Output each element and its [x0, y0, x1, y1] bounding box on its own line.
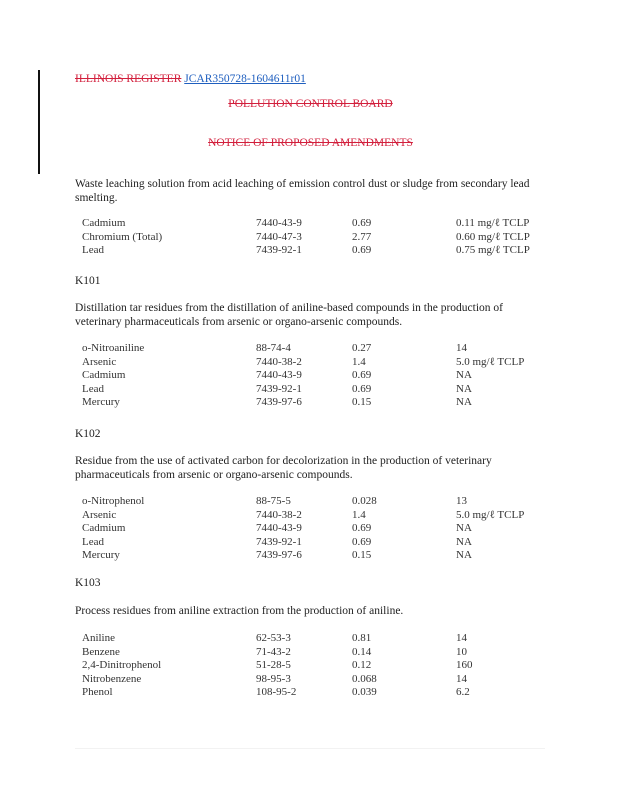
constituent-name: Nitrobenzene — [82, 672, 142, 685]
table-row — [82, 396, 542, 410]
constituent-name: Mercury — [82, 396, 120, 409]
constituent-name: Phenol — [82, 686, 113, 699]
constituent-name: Cadmium — [82, 217, 126, 229]
nonwastewater-standard: 160 — [456, 659, 473, 672]
cas-number: 98-95-3 — [256, 672, 291, 685]
table-row — [82, 217, 542, 231]
notice-title: NOTICE OF PROPOSED AMENDMENTS — [208, 137, 413, 149]
table-k102 — [82, 495, 542, 563]
board-title: POLLUTION CONTROL BOARD — [228, 98, 393, 110]
nonwastewater-standard: NA — [456, 535, 472, 548]
inserted-jcar-code: JCAR350728-1604611r01 — [184, 73, 306, 85]
table-k101 — [82, 342, 542, 410]
cas-number: 7440-38-2 — [256, 355, 302, 368]
constituent-name: Mercury — [82, 549, 120, 562]
intro-description: Waste leaching solution from acid leaching of emission control dust or sludge from secondary lead smelting. — [75, 178, 530, 204]
table-row — [82, 646, 542, 660]
nonwastewater-standard: 14 — [456, 342, 467, 354]
constituent-name: Cadmium — [82, 522, 126, 535]
cas-number: 88-75-5 — [256, 495, 291, 507]
table-row — [82, 632, 542, 646]
page-footer-divider — [75, 748, 545, 749]
cas-number: 88-74-4 — [256, 342, 291, 354]
cas-number: 108-95-2 — [256, 686, 297, 699]
wastewater-standard: 0.69 — [352, 369, 372, 382]
table-row — [82, 356, 542, 370]
cas-number: 7439-92-1 — [256, 382, 302, 395]
cas-number: 7440-47-3 — [256, 230, 302, 243]
cas-number: 7439-92-1 — [256, 244, 302, 257]
constituent-name: Lead — [82, 535, 104, 548]
table-k103 — [82, 632, 542, 700]
waste-code-k103: K103 — [75, 577, 101, 589]
cas-number: 71-43-2 — [256, 645, 291, 658]
table-row — [82, 522, 542, 536]
constituent-name: Cadmium — [82, 369, 126, 382]
wastewater-standard: 0.068 — [352, 672, 377, 685]
nonwastewater-standard: 10 — [456, 645, 467, 658]
cas-number: 7439-92-1 — [256, 535, 302, 548]
wastewater-standard: 0.69 — [352, 217, 372, 229]
cas-number: 7439-97-6 — [256, 549, 302, 562]
wastewater-standard: 0.12 — [352, 659, 372, 672]
constituent-name: Lead — [82, 244, 104, 257]
nonwastewater-standard: 6.2 — [456, 686, 470, 699]
constituent-name: Arsenic — [82, 508, 117, 521]
nonwastewater-standard: NA — [456, 522, 472, 535]
waste-code-k101: K101 — [75, 275, 101, 287]
nonwastewater-standard: 0.75 mg/ℓ TCLP — [456, 244, 530, 257]
waste-description-k102: Residue from the use of activated carbon for decolorization in the production of veterinary pharmaceuticals from arsenic or organo-arsenic compounds. — [75, 455, 492, 481]
table-row — [82, 231, 542, 245]
cas-number: 51-28-5 — [256, 659, 291, 672]
nonwastewater-standard: 0.11 mg/ℓ TCLP — [456, 217, 530, 229]
table-row — [82, 673, 542, 687]
constituent-name: Lead — [82, 382, 104, 395]
cas-number: 7440-43-9 — [256, 369, 302, 382]
constituent-name: o-Nitrophenol — [82, 495, 145, 507]
table-row — [82, 509, 542, 523]
cas-number: 7440-43-9 — [256, 217, 302, 229]
wastewater-standard: 0.15 — [352, 396, 372, 409]
nonwastewater-standard: 13 — [456, 495, 467, 507]
table-row — [82, 549, 542, 563]
constituent-name: o-Nitroaniline — [82, 342, 145, 354]
nonwastewater-standard: NA — [456, 369, 472, 382]
register-header — [75, 73, 306, 85]
waste-description-k103: Process residues from aniline extraction from the production of aniline. — [75, 605, 404, 617]
wastewater-standard: 0.028 — [352, 495, 377, 507]
constituent-name: Arsenic — [82, 355, 117, 368]
cas-number: 7439-97-6 — [256, 396, 302, 409]
wastewater-standard: 0.69 — [352, 382, 372, 395]
nonwastewater-standard: 5.0 mg/ℓ TCLP — [456, 355, 525, 368]
table-row — [82, 495, 542, 509]
nonwastewater-standard: 14 — [456, 632, 467, 644]
nonwastewater-standard: NA — [456, 549, 472, 562]
nonwastewater-standard: NA — [456, 382, 472, 395]
struck-register-title: ILLINOIS REGISTER — [75, 73, 182, 85]
constituent-name: Aniline — [82, 632, 115, 644]
wastewater-standard: 0.69 — [352, 535, 372, 548]
table-row — [82, 536, 542, 550]
change-bar — [38, 70, 40, 174]
waste-description-k101: Distillation tar residues from the distillation of aniline-based compounds in the production of veterinary pharmaceuticals from arsenic or organo-arsenic compounds. — [75, 302, 503, 328]
wastewater-standard: 0.69 — [352, 522, 372, 535]
waste-code-k102: K102 — [75, 428, 101, 440]
wastewater-standard: 0.69 — [352, 244, 372, 257]
wastewater-standard: 1.4 — [352, 508, 366, 521]
wastewater-standard: 0.14 — [352, 645, 372, 658]
table-row — [82, 686, 542, 700]
wastewater-standard: 0.27 — [352, 342, 372, 354]
wastewater-standard: 0.039 — [352, 686, 377, 699]
table-row — [82, 369, 542, 383]
table-row — [82, 659, 542, 673]
constituent-name: Chromium (Total) — [82, 230, 163, 243]
nonwastewater-standard: 5.0 mg/ℓ TCLP — [456, 508, 525, 521]
constituent-name: 2,4-Dinitrophenol — [82, 659, 162, 672]
cas-number: 7440-38-2 — [256, 508, 302, 521]
constituent-name: Benzene — [82, 645, 120, 658]
nonwastewater-standard: NA — [456, 396, 472, 409]
nonwastewater-standard: 0.60 mg/ℓ TCLP — [456, 230, 530, 243]
cas-number: 62-53-3 — [256, 632, 291, 644]
table-row — [82, 383, 542, 397]
wastewater-standard: 0.15 — [352, 549, 372, 562]
table-row — [82, 342, 542, 356]
table-row — [82, 244, 542, 258]
wastewater-standard: 1.4 — [352, 355, 366, 368]
wastewater-standard: 0.81 — [352, 632, 372, 644]
intro-table — [82, 217, 542, 258]
cas-number: 7440-43-9 — [256, 522, 302, 535]
nonwastewater-standard: 14 — [456, 672, 467, 685]
wastewater-standard: 2.77 — [352, 230, 372, 243]
